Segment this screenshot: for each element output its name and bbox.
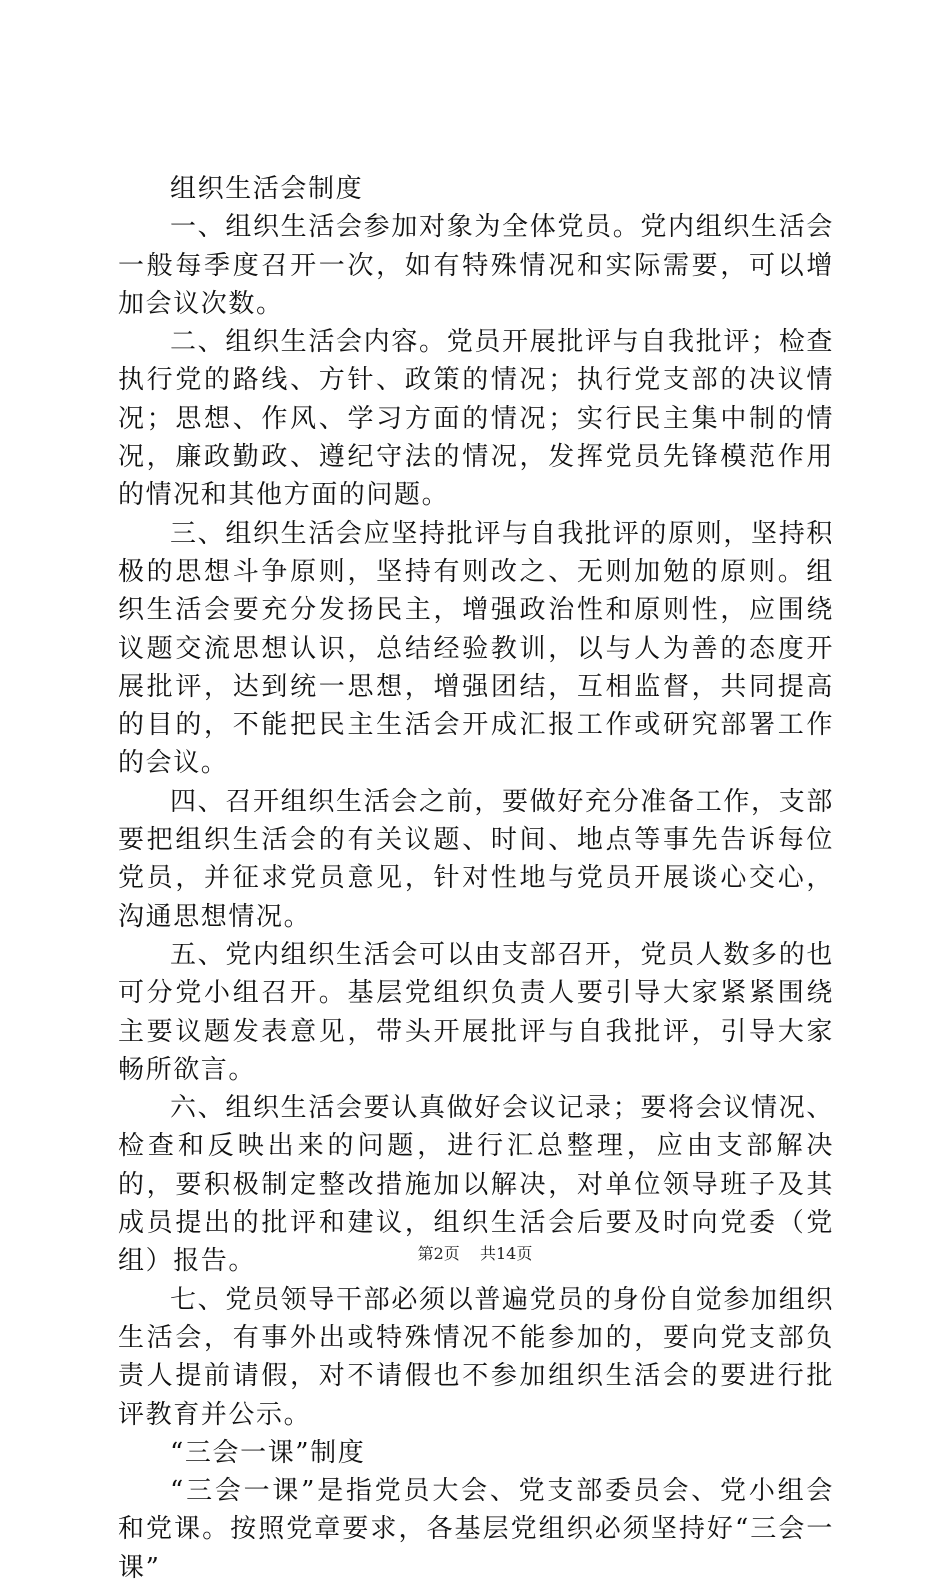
page-footer (0, 1244, 950, 1264)
page-number: 第2页 (417, 1244, 460, 1263)
paragraph: 七、党员领导干部必须以普遍党员的身份自觉参加组织生活会，有事外出或特殊情况不能参加的，要向党支部负责人提前请假，对不请假也不参加组织生活会的要进行批评教育并公示。 (118, 1284, 834, 1430)
paragraph: “三会一课”是指党员大会、党支部委员会、党小组会和党课。按照党章要求，各基层党组织必须坚持好“三会一课” (118, 1476, 834, 1583)
paragraph: 一、组织生活会参加对象为全体党员。党内组织生活会一般每季度召开一次，如有特殊情况和实际需要，可以增加会议次数。 (118, 212, 834, 319)
paragraph: 六、组织生活会要认真做好会议记录；要将会议情况、检查和反映出来的问题，进行汇总整理，应由支部解决的，要积极制定整改措施加以解决，对单位领导班子及其成员提出的批评和建议，组织生活会后要及时向党委（党组）报告。 (118, 1093, 834, 1277)
paragraph: 五、党内组织生活会可以由支部召开，党员人数多的也可分党小组召开。基层党组织负责人要引导大家紧紧围绕主要议题发表意见，带头开展批评与自我批评，引导大家畅所欲言。 (118, 939, 834, 1085)
document-body (118, 170, 834, 1587)
paragraph: 三、组织生活会应坚持批评与自我批评的原则，坚持积极的思想斗争原则，坚持有则改之、无则加勉的原则。组织生活会要充分发扬民主，增强政治性和原则性，应围绕议题交流思想认识，总结经验教训，以与人为善的态度开展批评，达到统一思想，增强团结，互相监督，共同提高的目的，不能把民主生活会开成汇报工作或研究部署工作的会议。 (118, 518, 834, 779)
paragraph: 二、组织生活会内容。党员开展批评与自我批评；检查执行党的路线、方针、政策的情况；执行党支部的决议情况；思想、作风、学习方面的情况；实行民主集中制的情况，廉政勤政、遵纪守法的情况，发挥党员先锋模范作用的情况和其他方面的问题。 (118, 327, 834, 511)
section-heading: 组织生活会制度 (170, 174, 364, 204)
page-total: 共14页 (480, 1244, 533, 1263)
section-heading: “三会一课”制度 (170, 1437, 366, 1468)
paragraph: 四、召开组织生活会之前，要做好充分准备工作，支部要把组织生活会的有关议题、时间、地点等事先告诉每位党员，并征求党员意见，针对性地与党员开展谈心交心，沟通思想情况。 (118, 786, 834, 932)
